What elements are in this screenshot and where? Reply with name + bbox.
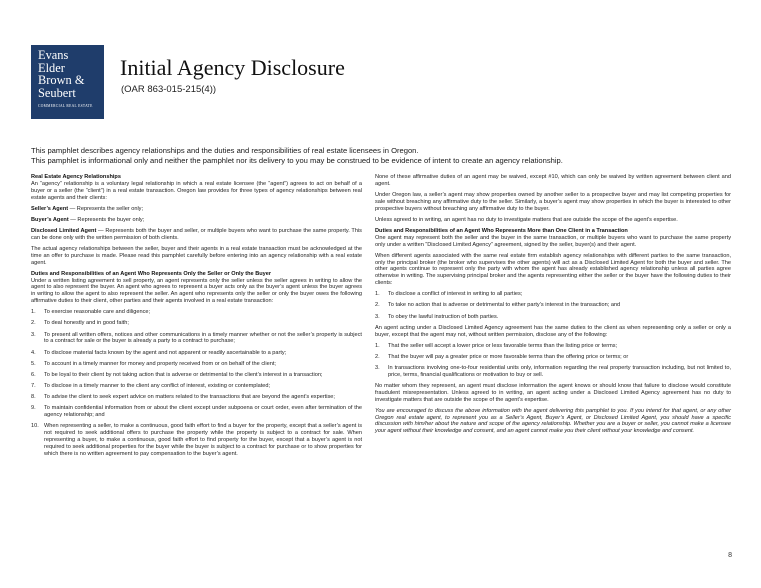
list-number: 2. [31, 320, 36, 327]
list-item [31, 372, 362, 379]
intro-line: This pamphlet is informational only and neither the pamphlet nor its delivery to you may be construed to be evidence of intent to create an agency relationship. [31, 156, 563, 165]
page-subtitle: (OAR 863-015-215(4)) [121, 84, 217, 95]
logo-name: Evans Elder Brown & Seubert [38, 48, 85, 100]
intro [31, 146, 563, 166]
list-text: In transactions involving one-to-four residential units only, information regarding the real property transaction including, but not limited to, price, terms, financial qualifications or motivation to buy or sell. [388, 364, 731, 378]
duties-list [31, 309, 362, 457]
list-item [375, 302, 731, 309]
list-number: 8. [31, 394, 36, 401]
closing-paragraph: You are encouraged to discuss the above information with the agent delivering this pamphlet to you. If you intend for that agent, or any other Oregon real estate agent, to represent you as a Seller’s Agent, Buyer’s Agent, or Disclosed Limited Agent, you should have a specific discussion with him/her about the nature and scope of the agency relationship. Whether you are a buyer or seller, you cannot make a licensee your agent without their knowledge and consent, and an agent cannot make you their client without your knowledge and consent. [375, 407, 731, 435]
definition-term: Buyer’s Agent [31, 216, 69, 223]
list-text: To advise the client to seek expert advice on matters related to the transactions that are beyond the agent’s expertise; [44, 394, 335, 401]
paragraph: None of these affirmative duties of an agent may be waived, except #10, which can only be waived by written agreement between client and agent. [375, 174, 731, 187]
paragraph: When different agents associated with the same real estate firm establish agency relationships with different parties to the same transaction, only the principal broker (the broker who supervises the other agents) will act as a Disclosed Limited Agent for both the buyer and seller. The other agents continue to represent only the party with whom the agent has already established agency relationship unless all parties agree otherwise in writing. The supervising principal broker and the agents representing either the seller or the buyer have the following duties to their clients: [375, 252, 731, 287]
list-text: To disclose in a timely manner to the client any conflict of interest, existing or contemplated; [44, 382, 271, 389]
paragraph: One agent may represent both the seller and the buyer in the same transaction, or multiple buyers who want to purchase the same property only under a written “Disclosed Limited Agency” agreement, signed by the seller, buyer(s) and their agent. [375, 234, 731, 248]
paragraph: An “agency” relationship is a voluntary legal relationship in which a real estate licensee (the “agent”) agrees to act on behalf of a buyer or a seller (the “client”) in a real estate transaction. Oregon law provides for three types of agency relationships between real estate agents and their clients: [31, 180, 362, 201]
paragraph: Under a written listing agreement to sell property, an agent represents only the seller unless the seller agrees in writing to allow the agent to also represent the buyer. An agent who agrees to represent a buyer acts only as the buyer’s agent unless the buyer agrees in writing to allow the agent to also represent the seller. An agent who represents only the seller or only the buyer owes the following affirmative duties to their client, other parties and their agents involved in a real estate transaction: [31, 277, 362, 305]
list-item [375, 291, 731, 298]
list-text: When representing a seller, to make a continuous, good faith effort to find a buyer for the property, except that a seller’s agent is not required to seek additional offers to purchase the property while the property is subject to a contract for sale. When representing a buyer, to make a continuous, good faith effort to find property for the buyer, except that a buyer’s agent is not required to seek additional properties for the buyer while the buyer is subject to a contract for purchase or to show properties for which there is no written agreement to pay compensation to the buyer’s agent. [44, 423, 362, 457]
list-item [375, 314, 731, 321]
left-column [31, 174, 362, 462]
list-number: 7. [31, 382, 36, 389]
list-text: To account in a timely manner for money and property received from or on behalf of the client; [44, 360, 276, 367]
definition-sellers-agent [31, 206, 362, 213]
paragraph: An agent acting under a Disclosed Limited Agency agreement has the same duties to the client as when representing only a seller or only a buyer, except that the agent may not, without written permission, disclose any of the following: [375, 324, 731, 338]
paragraph: No matter whom they represent, an agent must disclose information the agent knows or should know that failure to disclose would constitute fraudulent misrepresentation. Unless agreed to in writing, an agent acting under a Disclosed Limited Agency agreement has no duty to investigate matters that are outside the scope of the agent’s expertise. [375, 382, 731, 403]
list-text: That the buyer will pay a greater price or more favorable terms than the offering price or terms; or [388, 353, 629, 360]
section-heading: Duties and Responsibilities of an Agent Who Represents More than One Client in a Transaction [375, 227, 628, 234]
list-number: 3. [31, 331, 36, 338]
section-heading: Duties and Responsibilities of an Agent Who Represents Only the Seller or Only the Buyer [31, 270, 272, 277]
list-item [31, 394, 362, 401]
page-number: 8 [728, 552, 732, 559]
list-item [31, 332, 362, 346]
definition-term: Disclosed Limited Agent [31, 227, 97, 234]
list-item [31, 405, 362, 419]
section-heading: Real Estate Agency Relationships [31, 174, 121, 180]
company-logo [31, 45, 104, 119]
definition-text: — Represents the seller only; [68, 205, 144, 212]
paragraph: Under Oregon law, a seller’s agent may show properties owned by another seller to a prospective buyer and may list competing properties for sale without breaching any affirmative duty to the seller. Similarly, a buyer’s agent may show properties in which the buyer is interested to other prospective buyers without breaching any affirmative duty to the buyer. [375, 191, 731, 212]
list-text: That the seller will accept a lower price or less favorable terms than the listing price or terms; [388, 342, 618, 349]
list-text: To maintain confidential information from or about the client except under subpoena or court order, even after termination of the agency relationship; and [44, 405, 362, 419]
paragraph: The actual agency relationships between the seller, buyer and their agents in a real estate transaction must be acknowledged at the time an offer to purchase is made. Please read this pamphlet carefully before entering into an agency relationship with a real estate agent. [31, 245, 362, 266]
nondisclosure-list [375, 343, 731, 379]
list-number: 1. [31, 309, 36, 316]
definition-term: Seller’s Agent [31, 205, 69, 212]
definition-disclosed-limited-agent [31, 228, 362, 242]
list-text: To take no action that is adverse or detrimental to either party’s interest in the transaction; and [388, 302, 621, 309]
list-item [31, 383, 362, 390]
paragraph: Unless agreed to in writing, an agent has no duty to investigate matters that are outside the scope of the agent’s expertise. [375, 216, 678, 223]
list-item [31, 309, 362, 316]
list-text: To disclose a conflict of interest in writing to all parties; [388, 291, 523, 298]
list-number: 2. [375, 302, 380, 309]
list-item [31, 320, 362, 327]
list-text: To deal honestly and in good faith; [44, 320, 129, 327]
list-item [31, 423, 362, 457]
list-item [375, 343, 731, 350]
list-text: To be loyal to their client by not taking action that is adverse or detrimental to the client’s interest in a transaction; [44, 371, 323, 378]
definition-buyers-agent [31, 217, 362, 224]
list-text: To disclose material facts known by the agent and not apparent or readily ascertainable to a party; [44, 349, 287, 356]
list-number: 1. [375, 342, 380, 349]
list-text: To present all written offers, notices and other communications in a timely manner whether or not the seller’s property is subject to a contract for sale or the buyer is already a party to a contract to purchase; [44, 331, 362, 345]
intro-line: This pamphlet describes agency relationships and the duties and responsibilities of real estate licensees in Oregon. [31, 146, 419, 155]
right-column [375, 174, 731, 439]
list-number: 9. [31, 405, 36, 412]
list-number: 4. [31, 349, 36, 356]
limited-agent-duties-list [375, 291, 731, 320]
list-number: 6. [31, 371, 36, 378]
logo-tagline: COMMERCIAL REAL ESTATE [38, 104, 93, 109]
list-item [31, 350, 362, 357]
list-number: 3. [375, 364, 380, 371]
definition-text: — Represents both the buyer and seller, or multiple buyers who want to purchase the same property. This can be done only with the written permission of both clients. [31, 227, 362, 241]
list-number: 3. [375, 313, 380, 320]
page-title: Initial Agency Disclosure [120, 55, 345, 80]
list-number: 10. [31, 423, 39, 430]
list-number: 1. [375, 291, 380, 298]
list-text: To exercise reasonable care and diligence; [44, 309, 151, 316]
list-item [31, 361, 362, 368]
list-item [375, 354, 731, 361]
list-number: 2. [375, 353, 380, 360]
list-text: To obey the lawful instruction of both parties. [388, 313, 499, 320]
list-number: 5. [31, 360, 36, 367]
list-item [375, 365, 731, 379]
definition-text: — Represents the buyer only; [68, 216, 145, 223]
